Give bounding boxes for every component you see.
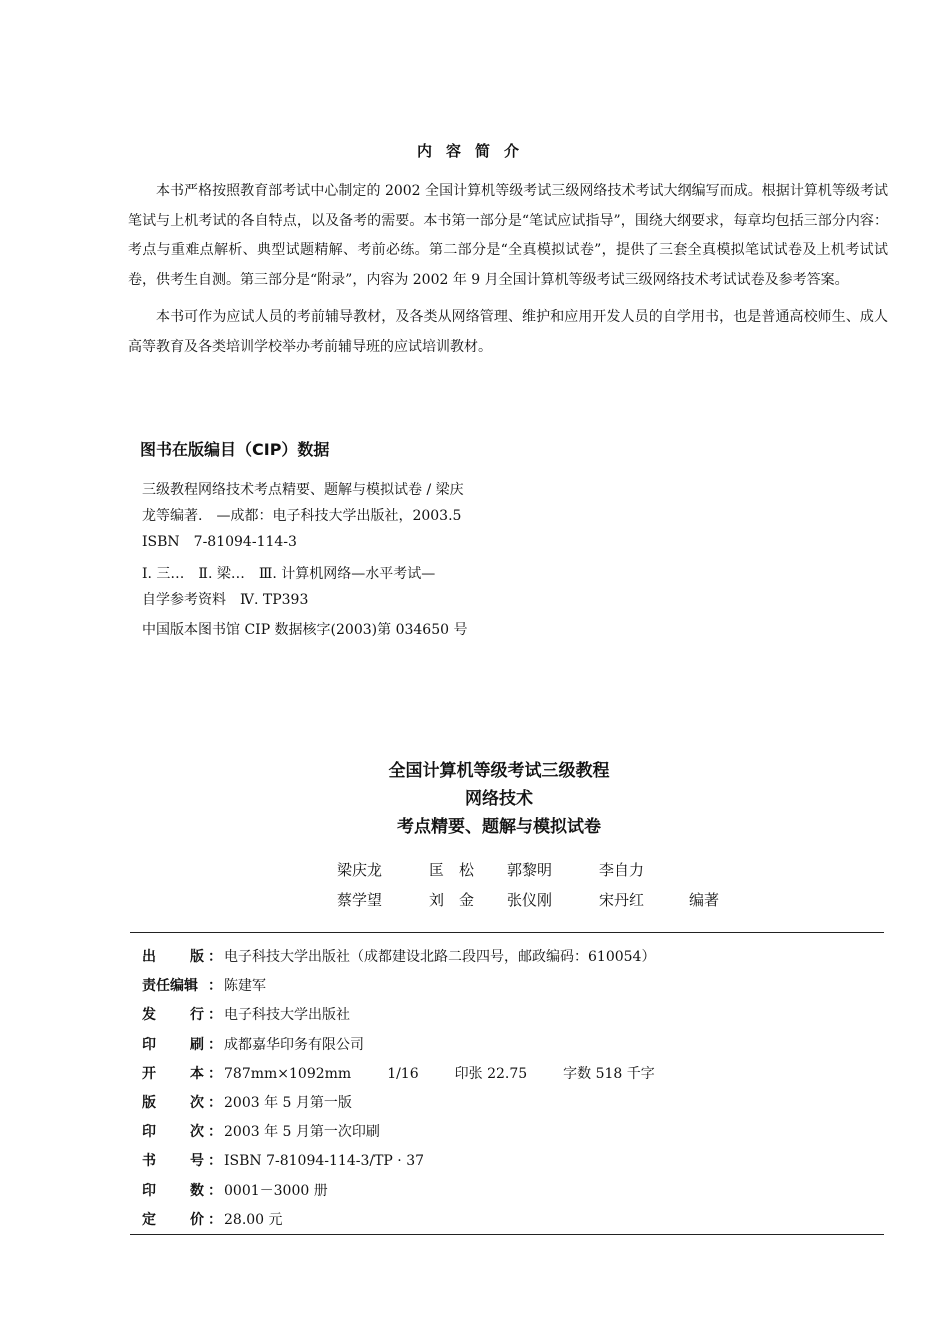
pub-row-publisher: 出 版 ： 电子科技大学出版社（成都建设北路二段四号，邮政编码：610054） [142,943,872,972]
publication-info [142,943,872,1235]
author: 蔡学望 [337,891,383,909]
cip-note: 中国版本图书馆 CIP 数据核字(2003)第 034650 号 [142,622,468,638]
format-size: 787mm×1092mm [224,1065,352,1082]
cip-line: 自学参考资料 Ⅳ. TP393 [142,592,309,608]
pub-label: 发 行 [142,1007,204,1024]
pub-row-distributor: 发 行 ： 电子科技大学出版社 [142,1001,872,1030]
pub-label: 印 刷 [142,1036,204,1053]
pub-value: 28.00 元 [224,1211,283,1228]
pub-label: 责任编辑 [142,978,198,995]
pub-label: 出 版 [142,949,204,965]
cip-line: 三级教程网络技术考点精要、题解与模拟试卷 / 梁庆 [142,482,464,498]
book-title-line: 考点精要、题解与模拟试卷 [397,817,601,837]
cip-line: ISBN 7-81094-114-3 [142,534,297,550]
pub-row-printing: 印 次 ： 2003 年 5 月第一次印刷 [142,1118,872,1147]
cip-record [142,477,562,613]
cip-line: 龙等编著. —成都：电子科技大学出版社，2003.5 [142,508,462,524]
pub-value: 2003 年 5 月第一次印刷 [224,1124,380,1141]
book-title-line: 全国计算机等级考试三级教程 [388,761,610,781]
format-folio: 1/16 [387,1065,419,1082]
book-title [0,757,950,841]
intro-section [128,177,888,370]
pub-label: 开 本 [142,1065,204,1082]
author: 匡 松 [429,861,475,879]
divider-bottom [130,1234,884,1235]
intro-paragraph: 本书严格按照教育部考试中心制定的 2002 全国计算机等级考试三级网络技术考试大纲编写而成。根据计算机等级考试笔试与上机考试的各自特点，以及备考的需要。本书第一部分是“笔试应试指导”，围绕大纲要求，每章均包括三部分内容：考点与重难点解析、典型试题精解、考前必练。第二部分是“全真模拟试卷”，提供了三套全真模拟笔试试卷及上机考试试卷，供考生自测。第三部分是“附录”，内容为 2002 年 9 月全国计算机等级考试三级网络技术考试试卷及参考答案。 [128,183,888,288]
pub-value [224,1060,655,1089]
authors [337,855,719,915]
pub-label: 印 次 [142,1124,204,1141]
book-title-line: 网络技术 [465,789,533,809]
pub-row-price: 定 价 ： 28.00 元 [142,1206,872,1235]
pub-row-format: 开 本 ： 787mm×1092mm 1/16 印张 22.75 字数 518 千字 [142,1060,872,1089]
cip-title: 图书在版编目（CIP）数据 [140,440,330,459]
author: 宋丹红 [599,891,645,909]
author: 梁庆龙 [337,861,383,879]
divider-top [130,932,884,933]
author: 李自力 [599,861,645,879]
pub-row-printer: 印 刷 ： 成都嘉华印务有限公司 [142,1031,872,1060]
pub-label: 版 次 [142,1094,204,1111]
authors-row [337,855,719,885]
pub-label: 定 价 [142,1211,204,1228]
editor-role: 编著 [689,891,720,909]
pub-row-editor: 责任编辑 ： 陈建军 [142,972,872,1001]
intro-paragraph: 本书可作为应试人员的考前辅导教材，及各类从网络管理、维护和应用开发人员的自学用书，也是普通高校师生、成人高等教育及各类培训学校举办考前辅导班的应试培训教材。 [128,309,888,355]
author: 张仪刚 [507,891,553,909]
pub-row-copies: 印 数 ： 0001－3000 册 [142,1177,872,1206]
pub-value: 电子科技大学出版社（成都建设北路二段四号，邮政编码：610054） [224,949,656,965]
pub-row-isbn: 书 号 ： ISBN 7-81094-114-3/TP · 37 [142,1147,872,1176]
pub-value: 陈建军 [224,978,266,995]
format-sheets: 印张 22.75 [454,1065,528,1082]
format-words: 字数 518 千字 [563,1065,655,1082]
cip-line: Ⅰ. 三… Ⅱ. 梁… Ⅲ. 计算机网络—水平考试— [142,566,436,582]
pub-row-edition: 版 次 ： 2003 年 5 月第一版 [142,1089,872,1118]
pub-value: 成都嘉华印务有限公司 [224,1036,364,1053]
author: 刘 金 [429,891,475,909]
pub-value: ISBN 7-81094-114-3/TP · 37 [224,1153,425,1170]
intro-title: 内容简介 [416,142,533,160]
pub-value: 2003 年 5 月第一版 [224,1094,352,1111]
pub-value: 电子科技大学出版社 [224,1007,350,1024]
author: 郭黎明 [507,861,553,879]
pub-label: 印 数 [142,1182,204,1199]
pub-value: 0001－3000 册 [224,1182,328,1199]
authors-row [337,885,719,915]
pub-label: 书 号 [142,1153,204,1170]
